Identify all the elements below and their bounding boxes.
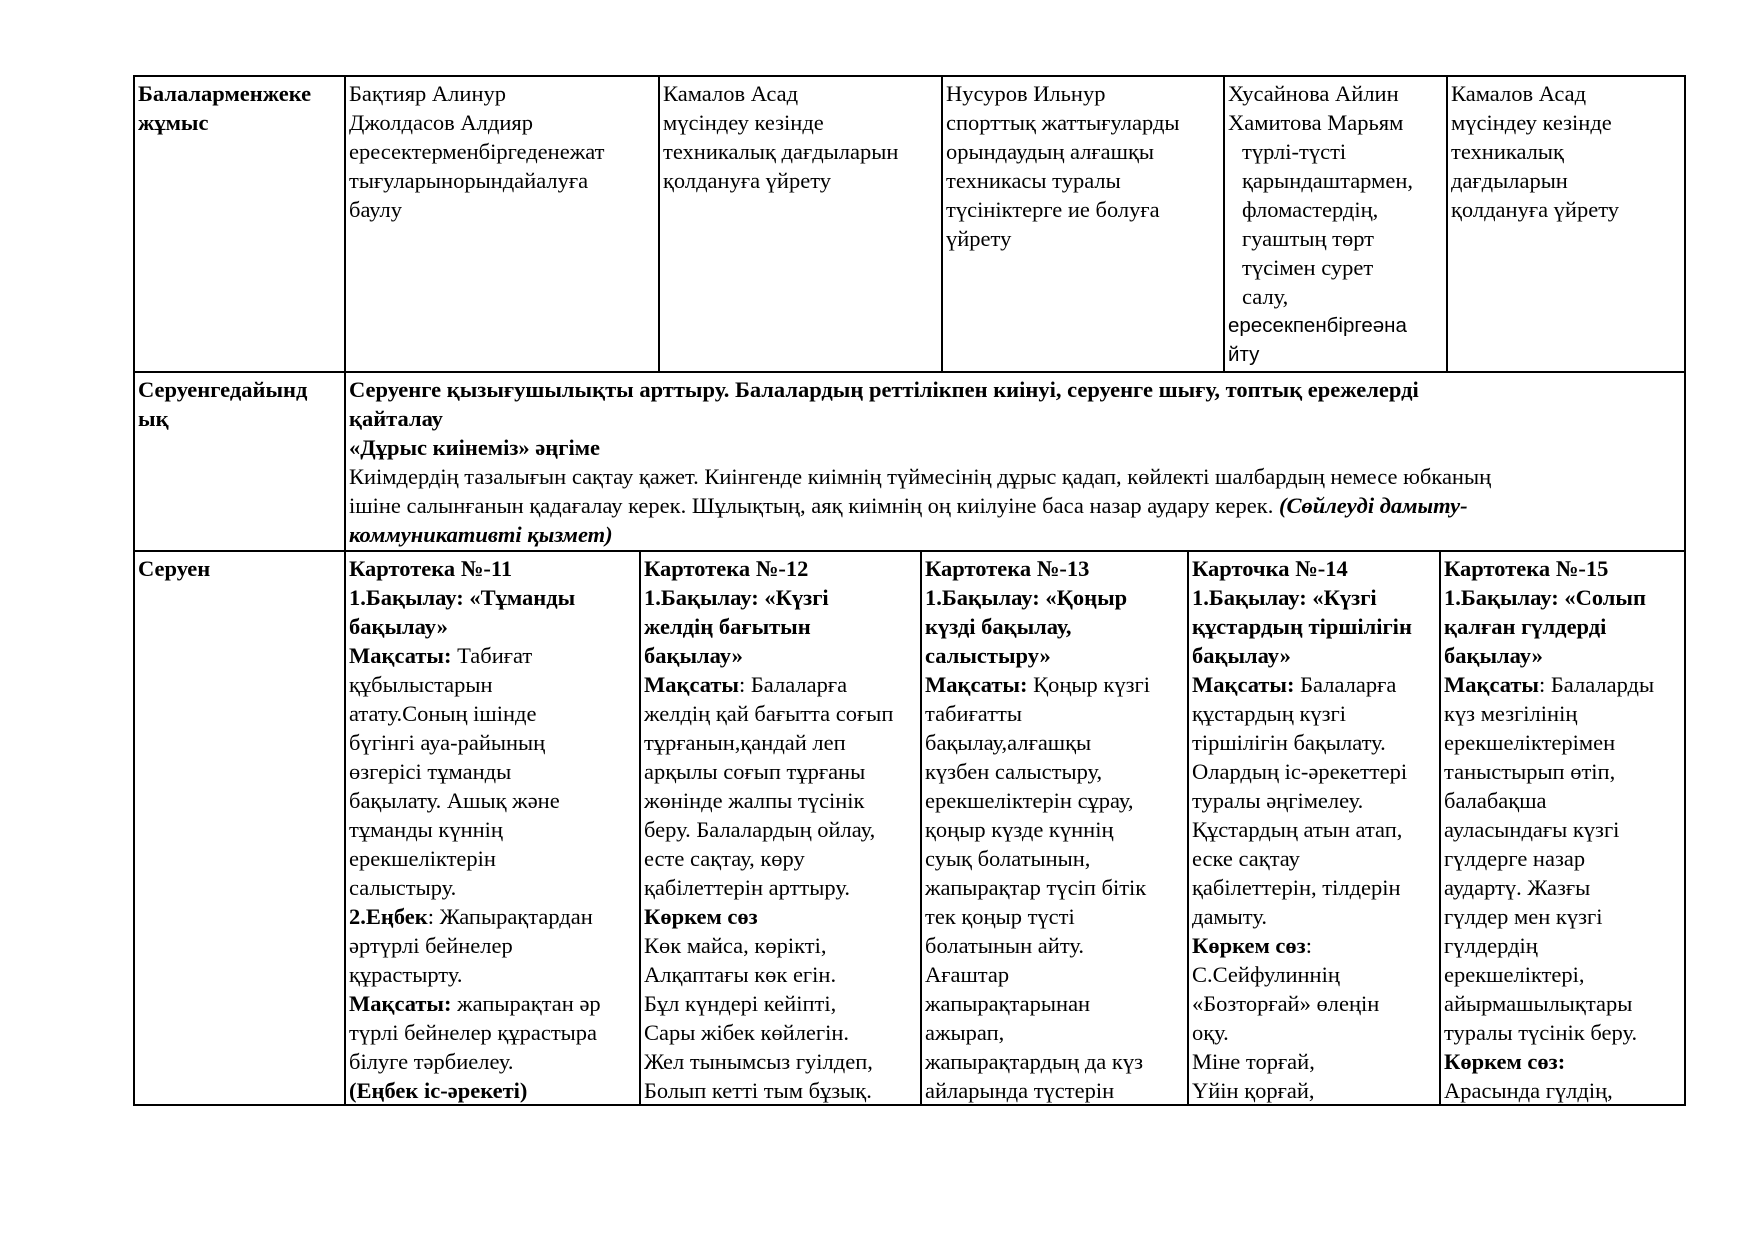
card-line: Міне торғай, <box>1192 1049 1315 1074</box>
card-line: құбылыстарын <box>349 672 493 697</box>
card-line: еске сақтау <box>1192 846 1300 871</box>
walk-card-14 <box>1187 552 1439 1104</box>
card-line: ерекшеліктерімен <box>1444 730 1616 755</box>
card-line-label: Көркем сөз <box>1192 933 1306 958</box>
card-line: 1.Бақылау: «Солып <box>1444 585 1646 610</box>
card-line: ауласындағы күзгі <box>1444 817 1620 842</box>
cell-line: дағдыларын <box>1451 168 1568 193</box>
preparation-heading: Серуенге қызығушылықты арттыру. Балалардың реттілікпен киінуі, серуенге шығу, топтық ережелерді <box>349 377 1419 402</box>
card-line: бақылау» <box>349 614 448 639</box>
card-line: С.Сейфулиннің <box>1192 962 1340 987</box>
label-line: Серуен <box>138 556 211 581</box>
card-line: табиғатты <box>925 701 1022 726</box>
row-walk-preparation <box>133 371 1686 552</box>
label-line: Балаларменжеке <box>138 81 312 106</box>
cell-line: Камалов Асад <box>663 81 799 106</box>
card-line: Көк майса, көрікті, <box>644 933 827 958</box>
cell-line: қарындаштармен, <box>1242 168 1413 193</box>
card-line: 1.Бақылау: «Тұманды <box>349 585 576 610</box>
cell-line: техникасы туралы <box>946 168 1121 193</box>
preparation-note: коммуникативті қызмет) <box>349 522 613 547</box>
card-line: қоңыр күзде күннің <box>925 817 1114 842</box>
card-line: қабілеттерін арттыру. <box>644 875 850 900</box>
card-line: Картотека №-12 <box>644 556 809 581</box>
preparation-heading: қайталау <box>349 406 443 431</box>
cell-line: мүсіндеу кезінде <box>663 110 824 135</box>
card-line: Болып кетті тым бұзық. <box>644 1078 872 1103</box>
card-line-text: Қоңыр күзгі <box>1027 672 1150 697</box>
walk-card-11 <box>344 552 639 1104</box>
cell-line: йту <box>1228 343 1260 366</box>
cell-line: Джолдасов Алдияр <box>349 110 533 135</box>
card-line: құстардың күзгі <box>1192 701 1346 726</box>
card-line: 1.Бақылау: «Қоңыр <box>925 585 1128 610</box>
card-line: құстардың тіршілігін <box>1192 614 1412 639</box>
card-line: Картотека №-13 <box>925 556 1090 581</box>
card-line-text: : Балаларға <box>739 672 848 697</box>
cell-line: қолдануға үйрету <box>1451 197 1619 222</box>
card-line: гүлдер мен күзгі <box>1444 904 1603 929</box>
card-line: атату.Соның ішінде <box>349 701 537 726</box>
preparation-text <box>349 491 1681 520</box>
card-line: жапырақтарынан <box>925 991 1091 1016</box>
card-line: қалған гүлдерді <box>1444 614 1607 639</box>
card-line: салыстыру» <box>925 643 1051 668</box>
card-line: беру. Балалардың ойлау, <box>644 817 876 842</box>
card-line: суық болатынын, <box>925 846 1091 871</box>
cell-line: орындаудың алғашқы <box>946 139 1155 164</box>
cell-line: түрлі-түсті <box>1242 139 1347 164</box>
individual-cell-2 <box>658 77 941 371</box>
card-line: оқу. <box>1192 1020 1229 1045</box>
card-line-label: Мақсаты: <box>349 991 452 1016</box>
card-line-label: Мақсаты: <box>349 643 452 668</box>
cell-line: Нусуров Ильнур <box>946 81 1106 106</box>
card-line: бақылау» <box>644 643 743 668</box>
cell-line: тығуларынорындайалуға <box>349 168 589 193</box>
card-line: аудартү. Жазғы <box>1444 875 1591 900</box>
card-line: түрлі бейнелер құрастыра <box>349 1020 598 1045</box>
cell-line: Бақтияр Алинур <box>349 81 506 106</box>
card-line: бақылату. Ашық және <box>349 788 560 813</box>
card-line: Көркем сөз <box>644 904 758 929</box>
preparation-text-last: ішіне салынғанын қадағалау керек. Шұлықтың, аяқ киімнің оң киілуіне баса назар аудару керек. <box>349 493 1279 518</box>
card-line: Алқаптағы көк егін. <box>644 962 837 987</box>
card-line: тіршілігін бақылату. <box>1192 730 1386 755</box>
walk-card-13 <box>920 552 1187 1104</box>
card-line: желдің қай бағытта соғып <box>644 701 894 726</box>
cell-line: гуаштың төрт <box>1242 226 1374 251</box>
card-line: желдің бағытын <box>644 614 811 639</box>
card-line: айларында түстерін <box>925 1078 1115 1103</box>
label-line: Серуенгедайынд <box>138 377 308 402</box>
row-individual-work <box>133 75 1686 373</box>
cell-line: түсініктерге ие болуға <box>946 197 1160 222</box>
cell-line: ересектерменбіргеденежат <box>349 139 605 164</box>
card-line-text: : <box>1305 933 1312 958</box>
card-line: тек қоңыр түсті <box>925 904 1075 929</box>
card-line: ерекшеліктері, <box>1444 962 1585 987</box>
preparation-note: (Сөйлеуді дамыту- <box>1278 493 1468 518</box>
card-line: Құстардың атын атап, <box>1192 817 1403 842</box>
card-line <box>1444 670 1681 699</box>
card-line: тұрғанын,қандай леп <box>644 730 846 755</box>
card-line: Ағаштар <box>925 962 1010 987</box>
label-line: ық <box>138 406 169 431</box>
row-label-preparation <box>135 373 344 550</box>
individual-cell-4 <box>1223 77 1446 371</box>
individual-cell-5 <box>1446 77 1684 371</box>
label-line: жұмыс <box>138 110 209 135</box>
cell-line: қолдануға үйрету <box>663 168 831 193</box>
card-line: балабақша <box>1444 788 1547 813</box>
card-line <box>1192 670 1436 699</box>
card-line: 1.Бақылау: «Күзгі <box>644 585 829 610</box>
card-line: 1.Бақылау: «Күзгі <box>1192 585 1377 610</box>
cell-line: түсімен сурет <box>1242 255 1374 280</box>
individual-cell-3 <box>941 77 1223 371</box>
card-line: Жел тынымсыз гуілдеп, <box>644 1049 873 1074</box>
card-line: ерекшеліктерін <box>349 846 496 871</box>
card-line-label: Мақсаты <box>1444 672 1539 697</box>
card-line: бүгінгі ауа-райының <box>349 730 546 755</box>
card-line: гүлдерге назар <box>1444 846 1586 871</box>
card-line: арқылы соғып тұрғаны <box>644 759 866 784</box>
card-line: тұманды күннің <box>349 817 503 842</box>
card-line-text: : Жапырақтардан <box>427 904 593 929</box>
card-line: Көркем сөз: <box>1444 1049 1566 1074</box>
card-line: дамыту. <box>1192 904 1267 929</box>
cell-line: техникалық дағдыларын <box>663 139 899 164</box>
card-line: таныстырып өтіп, <box>1444 759 1616 784</box>
card-line <box>1192 931 1436 960</box>
card-line-text: Табиғат <box>451 643 533 668</box>
cell-line: спорттық жаттығуларды <box>946 110 1180 135</box>
card-line: Бұл күндері кейіпті, <box>644 991 837 1016</box>
card-line: ерекшеліктерін сұрау, <box>925 788 1134 813</box>
card-line <box>349 902 636 931</box>
card-line: әртүрлі бейнелер <box>349 933 513 958</box>
card-line: күзбен салыстыру, <box>925 759 1103 784</box>
card-line-label: 2.Еңбек <box>349 904 428 929</box>
card-line: күзді бақылау, <box>925 614 1072 639</box>
card-line <box>925 670 1184 699</box>
card-line <box>349 641 636 670</box>
walk-card-12 <box>639 552 920 1104</box>
card-line <box>644 670 917 699</box>
card-line: жөнінде жалпы түсінік <box>644 788 865 813</box>
card-line: туралы әңгімелеу. <box>1192 788 1364 813</box>
cell-line: Хусайнова Айлин <box>1228 81 1399 106</box>
card-line <box>349 989 636 1018</box>
cell-line: ересекпенбіргеәна <box>1228 314 1407 337</box>
card-line: ажырап, <box>925 1020 1005 1045</box>
card-line: айырмашылықтары <box>1444 991 1633 1016</box>
cell-line: техникалық <box>1451 139 1564 164</box>
individual-cell-1 <box>344 77 658 371</box>
card-line-label: Мақсаты <box>644 672 739 697</box>
card-line: бақылау,алғашқы <box>925 730 1092 755</box>
cell-line: мүсіндеу кезінде <box>1451 110 1612 135</box>
card-line: есте сақтау, көру <box>644 846 805 871</box>
cell-line: баулу <box>349 197 403 222</box>
card-line: Арасында гүлдің, <box>1444 1078 1613 1103</box>
card-line: өзгерісі тұманды <box>349 759 512 784</box>
card-line: Сары жібек көйлегін. <box>644 1020 850 1045</box>
row-label-walk <box>135 552 344 1104</box>
cell-line: фломастердің, <box>1242 197 1379 222</box>
card-line-label: Мақсаты: <box>1192 672 1295 697</box>
card-line: білуге тәрбиелеу. <box>349 1049 514 1074</box>
card-line: Картотека №-11 <box>349 556 513 581</box>
card-line: гүлдердің <box>1444 933 1538 958</box>
cell-line: Камалов Асад <box>1451 81 1587 106</box>
card-line: Карточка №-14 <box>1192 556 1348 581</box>
card-line: болатынын айту. <box>925 933 1084 958</box>
card-line: туралы түсінік беру. <box>1444 1020 1638 1045</box>
preparation-text: Киімдердің тазалығын сақтау қажет. Киінгенде киімнің түймесінің дұрыс қадап, көйлекті шалбардың немесе юбканың <box>349 464 1492 489</box>
card-line-text: : Балаларды <box>1539 672 1655 697</box>
card-line-text: Балаларға <box>1294 672 1397 697</box>
card-line: күз мезгілінің <box>1444 701 1578 726</box>
card-line: бақылау» <box>1192 643 1291 668</box>
card-line: Картотека №-15 <box>1444 556 1609 581</box>
preparation-content <box>344 373 1684 550</box>
preparation-topic: «Дұрыс киінеміз» әңгіме <box>349 435 601 460</box>
card-line: Үйін қорғай, <box>1192 1078 1315 1103</box>
card-line: (Еңбек іс-әрекеті) <box>349 1078 528 1103</box>
row-walk <box>133 550 1686 1106</box>
card-line-text: жапырақтан әр <box>451 991 601 1016</box>
card-line: жапырақтардың да күз <box>925 1049 1143 1074</box>
card-line: «Бозторғай» өлеңін <box>1192 991 1380 1016</box>
cell-line: үйрету <box>946 226 1012 251</box>
card-line: қабілеттерін, тілдерін <box>1192 875 1401 900</box>
card-line: бақылау» <box>1444 643 1543 668</box>
cell-line: Хамитова Марьям <box>1228 110 1404 135</box>
card-line: құрастырту. <box>349 962 463 987</box>
card-line-label: Мақсаты: <box>925 672 1028 697</box>
card-line: салыстыру. <box>349 875 457 900</box>
walk-card-15 <box>1439 552 1684 1104</box>
cell-line: салу, <box>1242 284 1289 309</box>
row-label-individual <box>135 77 344 371</box>
card-line: Олардың іс-әрекеттері <box>1192 759 1408 784</box>
card-line: жапырақтар түсіп бітік <box>925 875 1147 900</box>
